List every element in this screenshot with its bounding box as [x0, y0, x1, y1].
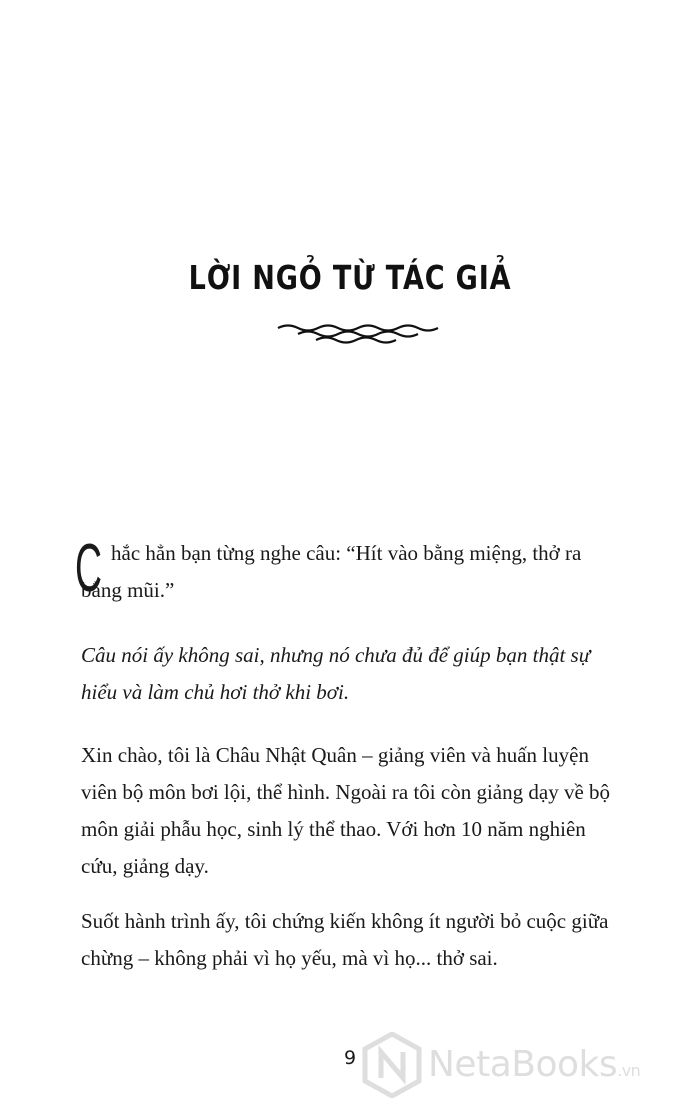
paragraph-author-intro: Xin chào, tôi là Châu Nhật Quân – giảng viên và huấn luyện viên bộ môn bơi lội, thể hình. Ngoài ra tôi còn giảng dạy về bộ môn giải phẫu học, sinh lý thể thao. Với hơn 10 năm nghiên cứu, giảng dạy.	[81, 743, 611, 878]
page-number: 9	[343, 1047, 357, 1069]
paragraph-italic: Câu nói ấy không sai, nhưng nó chưa đủ để giúp bạn thật sự hiểu và làm chủ hơi thở khi bơi.	[81, 643, 591, 704]
wave-divider-icon	[276, 320, 442, 344]
drop-cap: C	[75, 530, 103, 606]
paragraph-intro: hắc hẳn bạn từng nghe câu: “Hít vào bằng miệng, thở ra bằng mũi.”	[81, 541, 582, 602]
netabooks-logo-icon	[362, 1032, 422, 1098]
page-title: LỜI NGỎ TỪ TÁC GIẢ	[188, 258, 512, 297]
watermark	[362, 1030, 692, 1100]
watermark-text: NetaBooks.vn	[428, 1044, 641, 1085]
paragraph-journey: Suốt hành trình ấy, tôi chứng kiến không ít người bỏ cuộc giữa chừng – không phải vì họ yếu, mà vì họ... thở sai.	[81, 909, 609, 970]
